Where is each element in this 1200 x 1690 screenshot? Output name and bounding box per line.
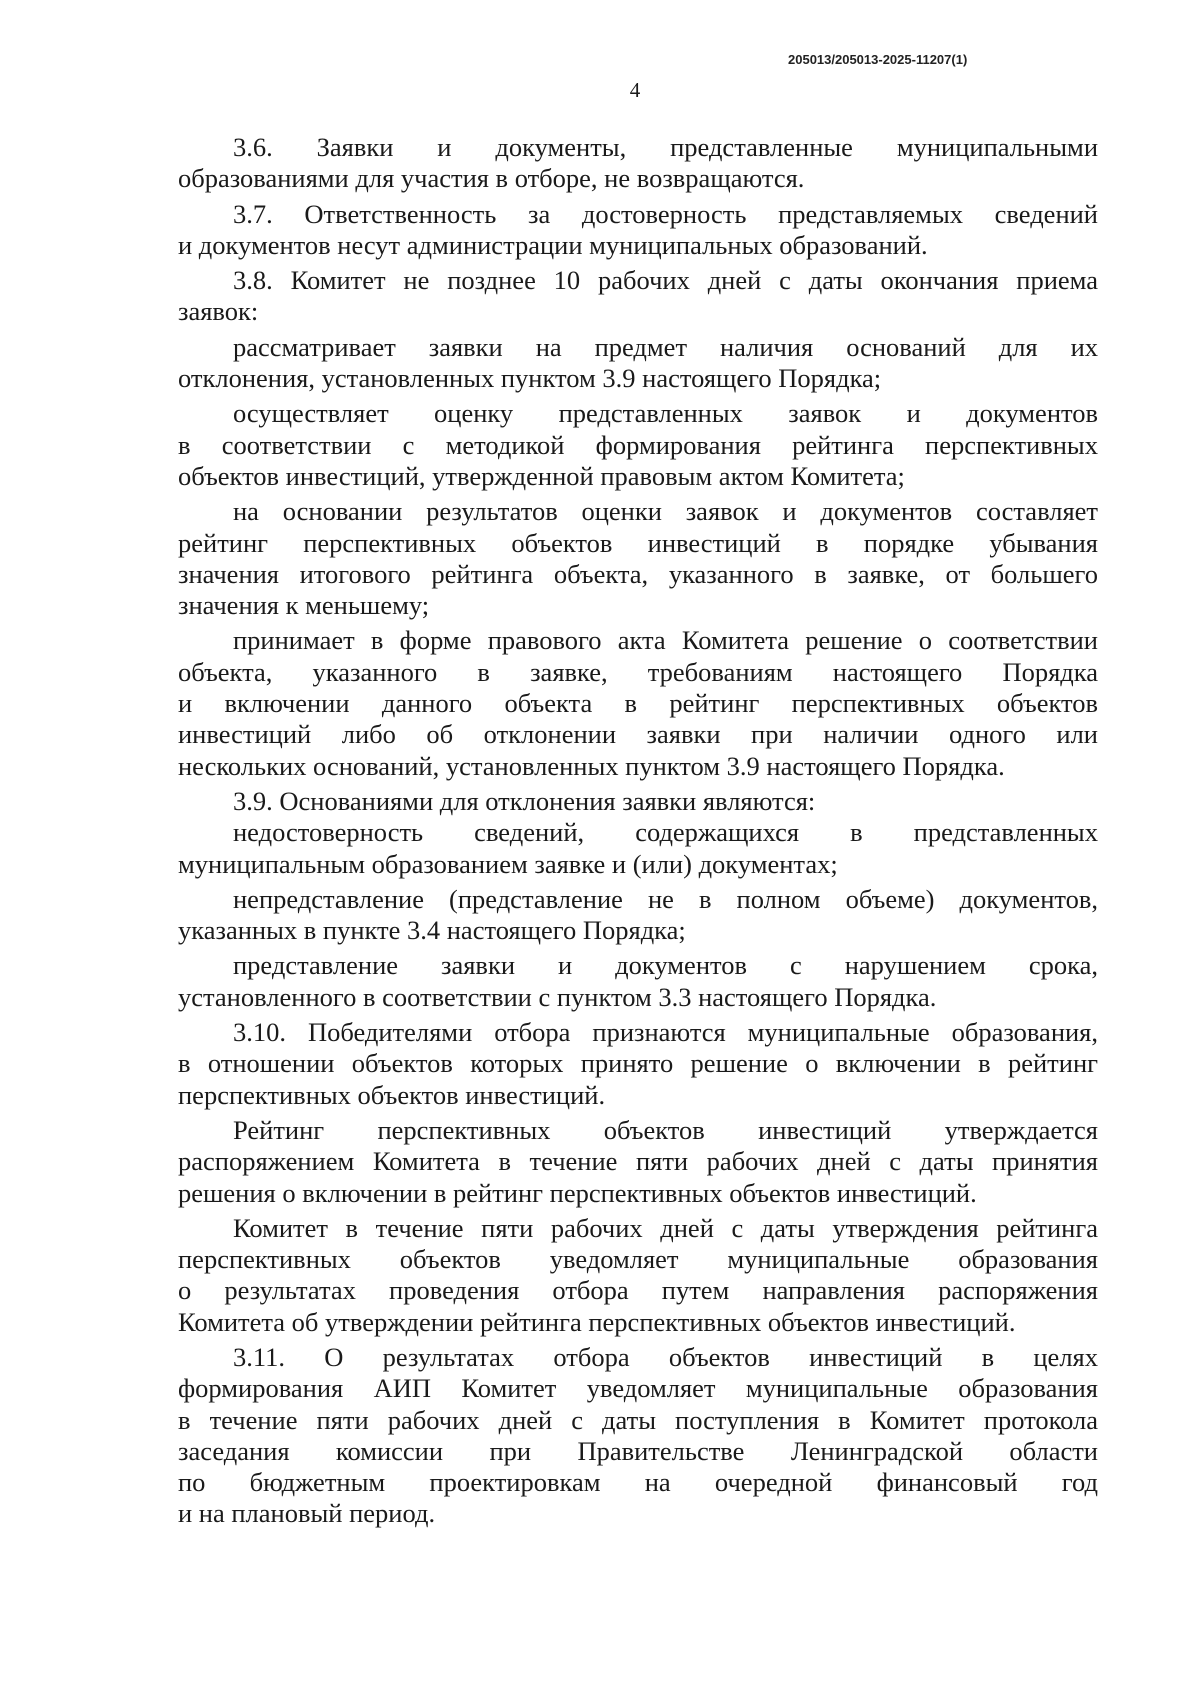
text-line: рейтинг перспективных объектов инвестиций в порядке убывания [178,527,1098,558]
text-line: объекта, указанного в заявке, требованиям настоящего Порядка [178,656,1098,687]
text-line: в отношении объектов которых принято решение о включении в рейтинг [178,1048,1098,1079]
text-line: заявок: [178,296,259,327]
page-number: 4 [629,78,641,102]
text-line: на основании результатов оценки заявок и документов составляет [233,496,1098,527]
text-line: 3.8. Комитет не позднее 10 рабочих дней с даты окончания приема [233,265,1098,296]
text-line: 3.7. Ответственность за достоверность представляемых сведений [233,198,1098,229]
text-line: заседания комиссии при Правительстве Ленинградской области [178,1435,1098,1466]
text-line: Комитета об утверждении рейтинга перспективных объектов инвестиций. [178,1306,1016,1337]
text-line: Рейтинг перспективных объектов инвестиций утверждается [233,1114,1098,1145]
text-line: принимает в форме правового акта Комитета решение о соответствии [233,625,1098,656]
text-line: инвестиций либо об отклонении заявки при наличии одного или [178,719,1098,750]
text-line: отклонения, установленных пунктом 3.9 настоящего Порядка; [178,363,882,394]
document-id: 205013/205013-2025-11207(1) [788,52,968,67]
text-line: 3.11. О результатах отбора объектов инвестиций в целях [233,1341,1098,1372]
text-line: непредставление (представление не в полном объеме) документов, [233,883,1098,914]
text-line: установленного в соответствии с пунктом 3.3 настоящего Порядка. [178,981,937,1012]
text-line: Комитет в течение пяти рабочих дней с даты утверждения рейтинга [233,1212,1098,1243]
text-line: и включении данного объекта в рейтинг перспективных объектов [178,688,1098,719]
text-line: образованиями для участия в отборе, не возвращаются. [178,163,805,194]
text-line: 3.9. Основаниями для отклонения заявки являются: [233,785,816,816]
text-line: в течение пяти рабочих дней с даты поступления в Комитет протокола [178,1404,1098,1435]
text-line: 3.10. Победителями отбора признаются муниципальные образования, [233,1017,1098,1048]
text-line: и на плановый период. [178,1498,436,1529]
text-line: рассматривает заявки на предмет наличия оснований для их [233,331,1098,362]
text-line: муниципальным образованием заявке и (или) документах; [178,848,838,879]
text-line: указанных в пункте 3.4 настоящего Порядка; [178,915,686,946]
text-line: осуществляет оценку представленных заявок и документов [233,398,1098,429]
text-line: решения о включении в рейтинг перспективных объектов инвестиций. [178,1177,977,1208]
text-line: недостоверность сведений, содержащихся в представленных [233,817,1098,848]
text-line: 3.6. Заявки и документы, представленные муниципальными [233,132,1098,162]
text-line: перспективных объектов уведомляет муниципальные образования [178,1244,1098,1275]
text-line: значения к меньшему; [178,590,430,621]
text-line: перспективных объектов инвестиций. [178,1079,606,1110]
text-line: о результатах проведения отбора путем направления распоряжения [178,1275,1098,1306]
text-line: по бюджетным проектировкам на очередной финансовый год [178,1467,1098,1498]
text-line: нескольких оснований, установленных пунктом 3.9 настоящего Порядка. [178,750,1005,781]
text-line: представление заявки и документов с нарушением срока, [233,950,1098,981]
text-line: формирования АИП Комитет уведомляет муниципальные образования [178,1373,1098,1404]
text-line: объектов инвестиций, утвержденной правовым актом Комитета; [178,460,905,491]
text-line: распоряжением Комитета в течение пяти рабочих дней с даты принятия [178,1146,1098,1177]
text-line: значения итогового рейтинга объекта, указанного в заявке, от большего [178,558,1098,589]
text-line: в соответствии с методикой формирования рейтинга перспективных [178,429,1098,460]
text-line: и документов несут администрации муниципальных образований. [178,229,928,260]
document-body [178,132,1098,1530]
